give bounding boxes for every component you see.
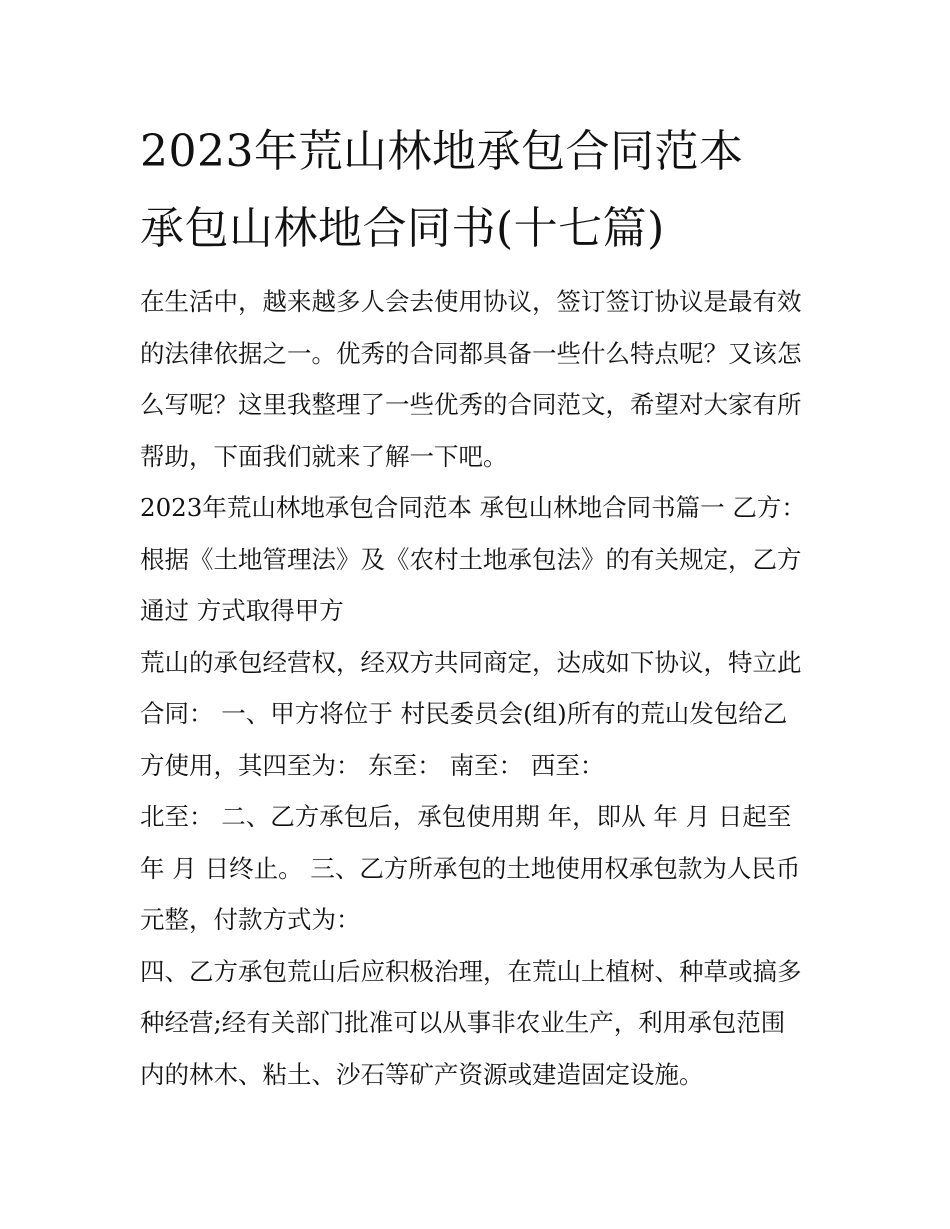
title-line-1: 2023年荒山林地承包合同范本 [140,126,744,177]
title-line-2: 承包山林地合同书(十七篇) [140,203,665,254]
document-title [140,113,840,267]
text-line: 元整，付款方式为： [140,905,361,934]
text-line: 方使用，其四至为： 东至： 南至： 西至： [140,750,605,780]
paragraph-clause-4 [140,946,830,1101]
text-line: 根据《土地管理法》及《农村土地承包法》的有关规定，乙方 [140,544,802,574]
text-line: 的法律依据之一。优秀的合同都具备一些什么特点呢？又该怎 [140,338,802,368]
paragraph-contract-header [140,482,830,637]
text-line: 种经营;经有关部门批准可以从事非农业生产，利用承包范围 [140,1008,786,1037]
paragraph-clause-1 [140,637,830,792]
text-line: 么写呢？这里我整理了一些优秀的合同范文，希望对大家有所 [140,390,802,419]
text-line: 内的林木、粘土、沙石等矿产资源或建造固定设施。 [140,1059,704,1089]
text-line: 通过 方式取得甲方 [140,596,344,625]
text-line: 合同： 一、甲方将位于 村民委员会(组)所有的荒山发包给乙 [140,699,788,728]
text-line: 四、乙方承包荒山后应积极治理，在荒山上植树、种草或搞多 [140,956,802,986]
text-line: 在生活中，越来越多人会去使用协议，签订签订协议是最有效 [140,287,802,316]
text-line: 年 月 日终止。 三、乙方所承包的土地使用权承包款为人民币 [140,853,801,883]
text-line: 2023年荒山林地承包合同范本 承包山林地合同书篇一 乙方： [140,493,806,522]
text-line: 荒山的承包经营权，经双方共同商定，达成如下协议，特立此 [140,647,802,677]
text-line: 北至： 二、乙方承包后，承包使用期 年，即从 年 月 日起至 [140,802,792,831]
paragraph-intro [140,276,830,482]
text-line: 帮助，下面我们就来了解一下吧。 [140,441,508,471]
paragraph-clause-2-3 [140,791,830,946]
document-body [140,276,830,1100]
